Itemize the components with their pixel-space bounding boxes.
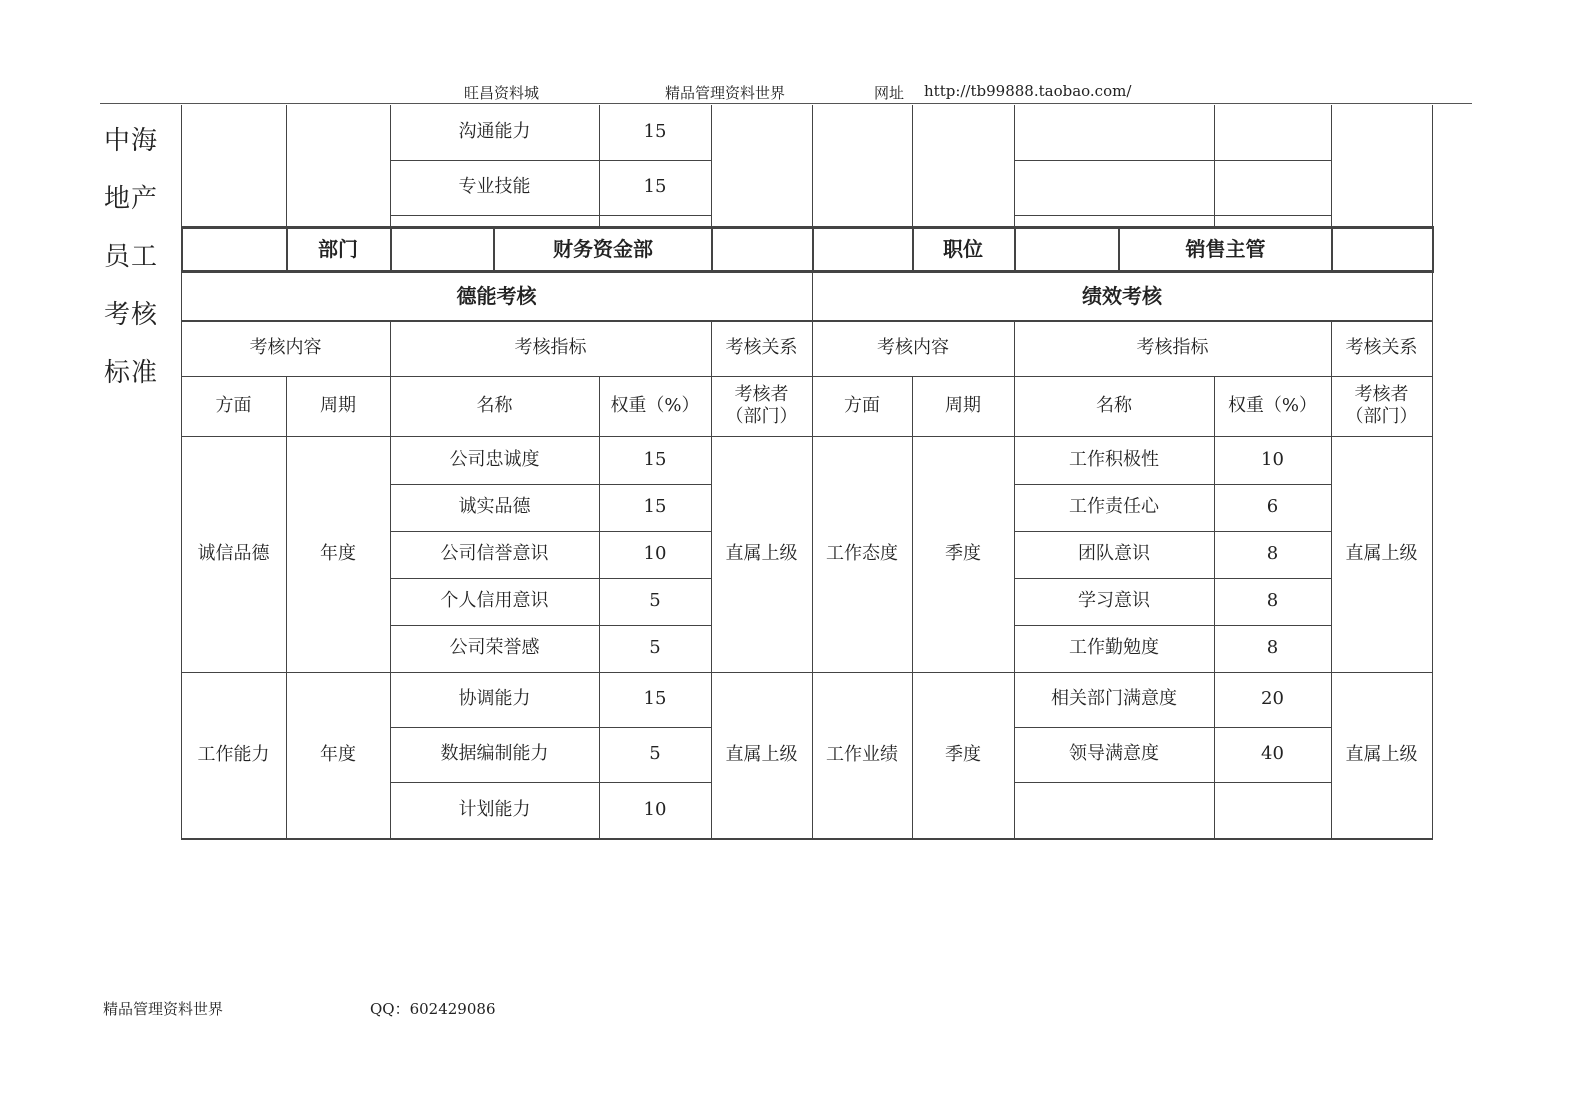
indicator-weight: 15: [643, 121, 667, 143]
grid-vline: [1331, 105, 1332, 226]
grid-vline: [812, 226, 814, 272]
group-period: 季度: [945, 743, 981, 765]
indicator-name: 学习意识: [1078, 590, 1150, 612]
indicator-weight: 10: [643, 798, 667, 820]
grid-vline: [1014, 105, 1015, 226]
col-relation: 考核关系: [1345, 336, 1418, 358]
group-period: 季度: [945, 542, 981, 564]
side-title: [104, 112, 174, 402]
grid-vline: [912, 105, 913, 226]
grid-vline: [1214, 105, 1215, 226]
indicator-name: 沟通能力: [458, 121, 531, 143]
grid-vline: [1432, 105, 1433, 226]
indicator-weight: 5: [649, 637, 661, 659]
group-aspect: 工作业绩: [826, 743, 898, 765]
group-period: 年度: [320, 743, 356, 765]
col-assessor: 考核者 （部门）: [725, 383, 798, 427]
col-aspect: 方面: [215, 394, 252, 416]
indicator-weight: 6: [1266, 496, 1279, 518]
group-aspect: 诚信品德: [197, 542, 270, 564]
indicator-name: 计划能力: [458, 798, 531, 820]
header-world: 精品管理资料世界: [665, 84, 786, 102]
indicator-weight: 10: [1261, 448, 1284, 470]
dept-label: 部门: [318, 236, 358, 261]
indicator-name: 个人信用意识: [440, 590, 549, 612]
footer-qq: QQ：602429086: [370, 1000, 496, 1018]
col-name: 名称: [1096, 394, 1132, 416]
grid-vline: [181, 226, 183, 272]
grid-vline: [1432, 226, 1434, 272]
indicator-weight: 40: [1261, 743, 1284, 765]
header-url[interactable]: http://tb99888.taobao.com/: [924, 82, 1132, 100]
col-name: 名称: [476, 394, 513, 416]
group-period: 年度: [320, 542, 356, 564]
col-indicator: 考核指标: [1136, 336, 1209, 358]
grid-vline: [1014, 226, 1016, 272]
indicator-name: 领导满意度: [1069, 743, 1159, 765]
col-content: 考核内容: [249, 336, 322, 358]
grid-vline: [1432, 272, 1433, 838]
indicator-weight: 20: [1261, 688, 1284, 710]
side-title-line: 中海: [104, 126, 159, 156]
indicator-weight: 15: [643, 688, 667, 710]
indicator-name: 协调能力: [458, 688, 531, 710]
dept-value: 财务资金部: [553, 236, 653, 261]
indicator-name: 诚实品德: [458, 496, 531, 518]
grid-vline: [812, 105, 813, 226]
side-title-line: 地产: [104, 184, 159, 214]
indicator-name: 数据编制能力: [440, 743, 549, 765]
indicator-name: 公司信誉意识: [440, 543, 549, 565]
indicator-weight: [1214, 782, 1331, 838]
indicator-name: 工作积极性: [1069, 448, 1159, 470]
side-title-line: 考核: [104, 300, 159, 330]
footer-world: 精品管理资料世界: [103, 1000, 224, 1018]
indicator-name: 团队意识: [1078, 543, 1150, 565]
col-weight: 权重（%）: [1227, 394, 1318, 416]
group-assessor: 直属上级: [1345, 743, 1418, 765]
indicator-name: 公司荣誉感: [449, 637, 540, 659]
grid-vline: [286, 105, 287, 226]
indicator-weight: 15: [643, 496, 667, 518]
col-aspect: 方面: [844, 394, 880, 416]
indicator-weight: 8: [1266, 637, 1279, 659]
indicator-name: 专业技能: [458, 176, 531, 198]
col-indicator: 考核指标: [514, 336, 587, 358]
group-assessor: 直属上级: [725, 542, 798, 564]
indicator-weight: 5: [649, 743, 661, 765]
group-aspect: 工作能力: [197, 743, 270, 765]
grid-vline: [390, 226, 392, 272]
grid-hline: [390, 215, 711, 216]
table-bottom: [181, 838, 1433, 840]
col-content: 考核内容: [877, 336, 949, 358]
col-period: 周期: [945, 394, 981, 416]
grid-vline: [181, 105, 182, 226]
grid-hline: [1014, 215, 1331, 216]
group-aspect: 工作态度: [826, 542, 898, 564]
side-title-line: 标准: [104, 358, 159, 388]
section-ethics: 德能考核: [456, 283, 537, 308]
indicator-weight: 15: [643, 448, 667, 470]
indicator-name: 相关部门满意度: [1051, 688, 1177, 710]
col-assessor: 考核者 （部门）: [1345, 383, 1418, 427]
header-shop: 旺昌资料城: [464, 84, 540, 102]
grid-hline: [1014, 160, 1331, 161]
col-weight: 权重（%）: [610, 394, 700, 416]
indicator-weight: 8: [1266, 543, 1279, 565]
indicator-name: 工作责任心: [1069, 496, 1159, 518]
position-label: 职位: [943, 236, 983, 261]
indicator-weight: 10: [643, 543, 667, 565]
grid-hline: [181, 672, 1432, 673]
indicator-name: 公司忠诚度: [449, 448, 540, 470]
col-period: 周期: [320, 394, 356, 416]
indicator-weight: 5: [649, 590, 661, 612]
header-divider: [100, 103, 1472, 104]
col-relation: 考核关系: [725, 336, 798, 358]
header-url-label: 网址: [874, 84, 905, 102]
indicator-weight: 8: [1266, 590, 1279, 612]
grid-vline: [711, 105, 712, 226]
side-title-line: 员工: [104, 242, 159, 272]
section-performance: 绩效考核: [1082, 283, 1162, 308]
assessment-table: [180, 105, 1434, 840]
indicator-name: 工作勤勉度: [1069, 637, 1159, 659]
indicator-name: [1014, 782, 1214, 838]
group-assessor: 直属上级: [1345, 542, 1418, 564]
position-value: 销售主管: [1185, 236, 1266, 261]
indicator-weight: 15: [643, 176, 667, 198]
group-assessor: 直属上级: [725, 743, 798, 765]
